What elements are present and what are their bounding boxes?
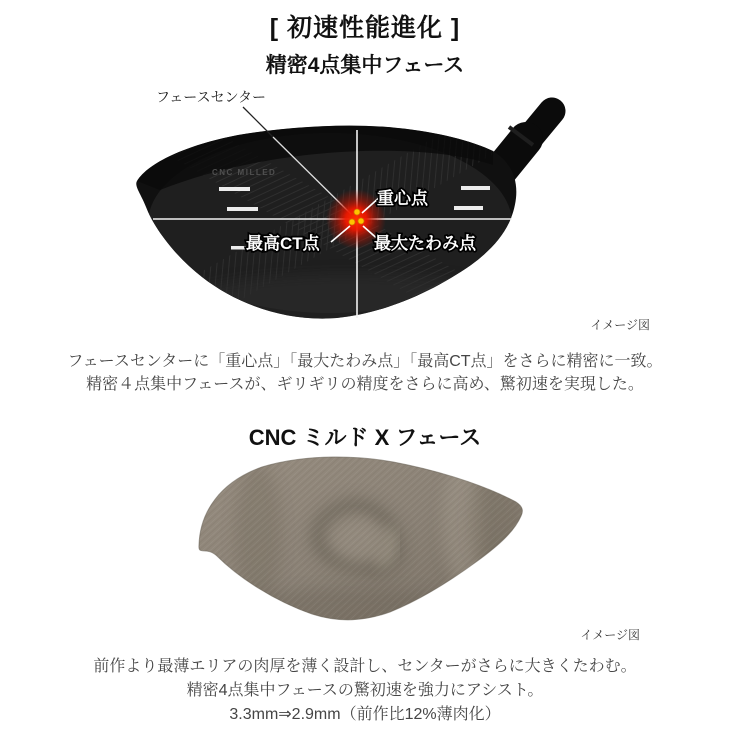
section-title: [ 初速性能進化 ] [269, 14, 461, 42]
shaft-and-hosel [500, 111, 552, 171]
inner-face-illustration [0, 450, 730, 635]
paragraph-line: 前作より最薄エリアの肉厚を薄く設計し、センターがさらに大きくたわむ。 [93, 658, 637, 675]
paragraph-line: フェースセンターに「重心点」「最大たわみ点」「最高CT点」をさらに精密に一致。 [67, 353, 663, 370]
max-deflection-point-label: 最大たわみ点 [374, 234, 476, 253]
gravity-point-label: 重心点 [377, 189, 428, 208]
inner-face-figure [0, 450, 730, 635]
section2-heading: CNC ミルド X フェース [248, 425, 482, 450]
max-ct-point-label: 最高CT点 [246, 234, 320, 253]
section-subtitle: 精密4点集中フェース [265, 54, 465, 77]
driver-face-illustration [0, 85, 730, 335]
paragraph-line: 精密4点集中フェースの驚初速を強力にアシスト。 [186, 682, 544, 699]
paragraph-line: 精密４点集中フェースが、ギリギリの精度をさらに高め、驚初速を実現した。 [86, 376, 644, 393]
milled-texture [180, 450, 540, 635]
face-print-text: CNC MILLED [212, 168, 277, 177]
section1-paragraph [0, 350, 730, 396]
face-center-callout: フェースセンター [156, 89, 267, 105]
figure2-caption: イメージ図 [580, 628, 640, 642]
driver-face-figure [0, 85, 730, 335]
figure1-caption: イメージ図 [590, 318, 650, 332]
paragraph-line: 3.3mm⇒2.9mm（前作比12%薄肉化） [229, 706, 501, 723]
section2-paragraph [0, 655, 730, 727]
